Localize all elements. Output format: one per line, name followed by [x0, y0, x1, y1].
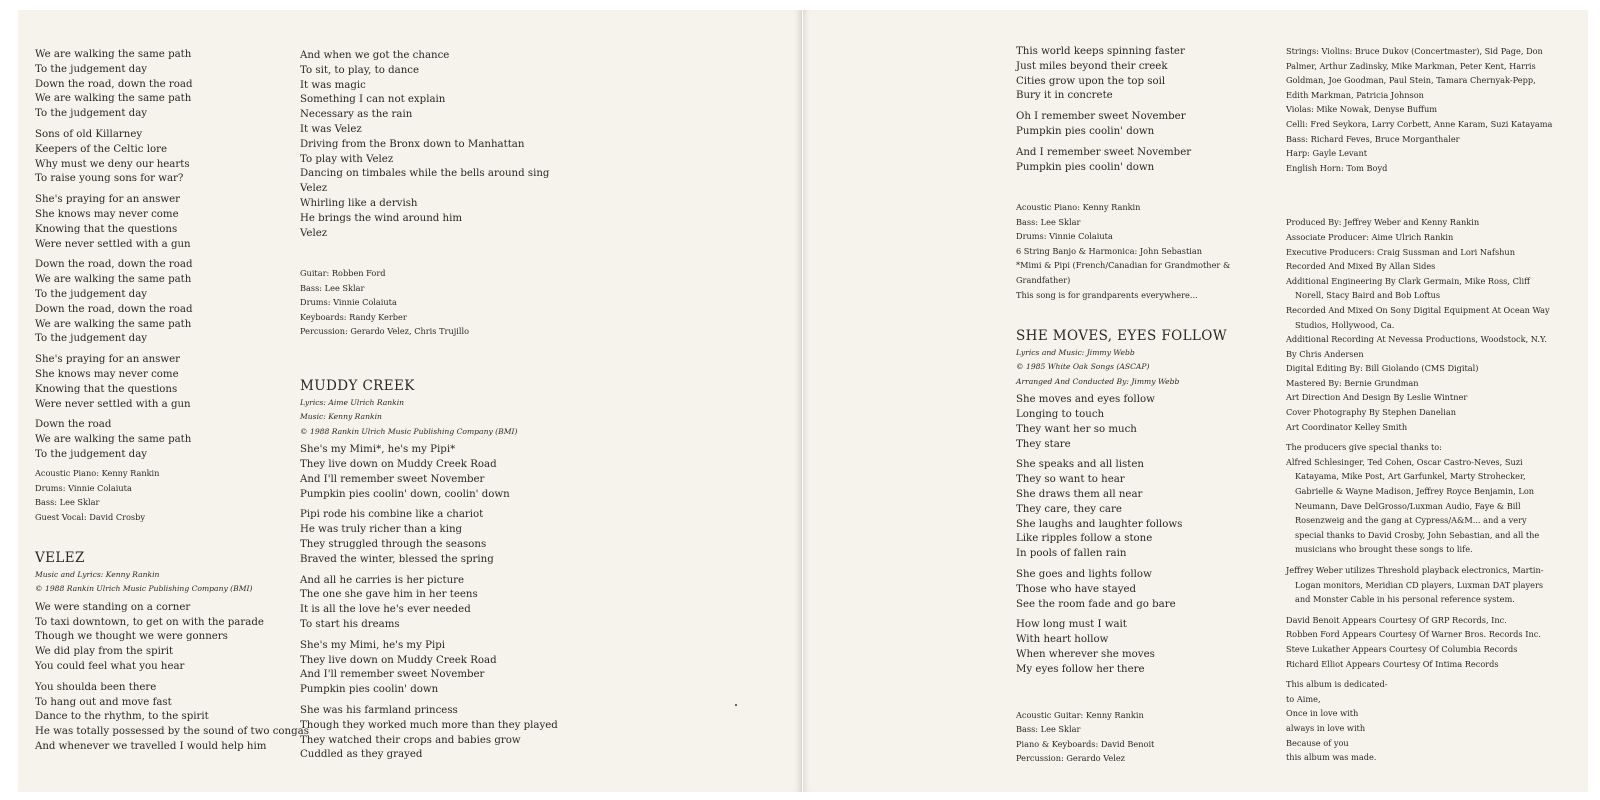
lyric-line: Bury it in concrete	[1016, 90, 1113, 102]
note-line: Robben Ford Appears Courtesy Of Warner Bros. Records Inc.	[1286, 629, 1541, 640]
lyric-line: Driving from the Bronx down to Manhattan	[300, 138, 525, 150]
lyric-line: She goes and lights follow	[1016, 568, 1152, 580]
note-line: and Monster Cable in his personal reference system.	[1295, 594, 1515, 605]
stanza	[1016, 568, 1227, 612]
note-line: Recorded And Mixed By Allan Sides	[1286, 261, 1436, 272]
lyric-line: Pumpkin pies coolin' down, coolin' down	[300, 488, 510, 500]
lyric-line: Were never settled with a gun	[35, 398, 191, 410]
lyric-line: To taxi downtown, to get on with the parade	[35, 616, 264, 628]
note-line: Celli: Fred Seykora, Larry Corbett, Anne Karam, Suzi Katayama	[1286, 118, 1553, 129]
musician-credit: Acoustic Guitar: Kenny Rankin	[1016, 709, 1144, 720]
notes-group	[1286, 613, 1552, 671]
booklet-right-page	[803, 10, 1588, 792]
lyric-line: To start his dreams	[300, 618, 400, 630]
lyric-line: Down the road, down the road	[35, 303, 193, 315]
stanza	[35, 48, 193, 122]
note-line: Additional Recording At Nevessa Productions, Woodstock, N.Y.	[1286, 334, 1547, 345]
note-line: Executive Producers: Craig Sussman and Lori Nafshun	[1286, 246, 1515, 257]
musician-credit: Drums: Vinnie Colaiuta	[300, 297, 397, 308]
lyric-line: Why must we deny our hearts	[35, 158, 190, 170]
note-line: special thanks to David Crosby, John Sebastian, and all the	[1295, 529, 1540, 540]
stanza	[300, 574, 558, 633]
note-line: Produced By: Jeffrey Weber and Kenny Rankin	[1286, 217, 1480, 228]
lyric-line: We were standing on a corner	[35, 601, 191, 613]
lyric-line: They struggled through the seasons	[300, 539, 487, 550]
note-line: Norell, Stacy Baird and Bob Loftus	[1295, 290, 1441, 301]
song-title: MUDDY CREEK	[300, 378, 415, 394]
lyric-line: Down the road, down the road	[35, 78, 193, 90]
lyric-line: Knowing that the questions	[35, 383, 178, 395]
note-line: Rosenzweig and the gang at Cypress/A&M... and a very	[1295, 515, 1527, 526]
lyric-line: She speaks and all listen	[1016, 459, 1144, 471]
musician-credit: Grandfather)	[1016, 274, 1071, 285]
note-line: Katayama, Mike Post, Art Garfunkel, Marty Strohecker,	[1295, 471, 1526, 482]
lyric-line: It is all the love he's ever needed	[300, 604, 471, 616]
lyrics-block	[35, 601, 309, 755]
lyric-line: She's praying for an answer	[35, 354, 181, 366]
lyric-line: And I'll remember sweet November	[300, 473, 485, 485]
note-line: Associate Producer: Aime Ulrich Rankin	[1286, 231, 1454, 242]
songwriter-credit: Arranged And Conducted By: Jimmy Webb	[1016, 376, 1180, 386]
lyric-line: He brings the wind around him	[300, 212, 463, 224]
musician-credit: Guitar: Robben Ford	[300, 268, 386, 278]
lyric-line: See the room fade and go bare	[1016, 598, 1176, 610]
musician-credit: Drums: Vinnie Colaiuta	[35, 482, 132, 493]
lyric-line: Dancing on timbales while the bells around sing	[300, 168, 550, 180]
lyric-line: She's my Mimi, he's my Pipi	[300, 639, 445, 651]
stanza	[1016, 146, 1191, 176]
note-line: musicians who brought these songs to life.	[1295, 544, 1473, 555]
note-line: Strings: Violins: Bruce Dukov (Concertmaster), Sid Page, Don	[1286, 46, 1543, 56]
lyric-line: Sons of old Killarney	[35, 128, 143, 140]
lyric-line: You could feel what you hear	[35, 661, 185, 672]
lyric-line: She's my Mimi*, he's my Pipi*	[300, 444, 456, 456]
song-section-she-moves	[1016, 328, 1227, 766]
lyric-line: Pumpkin pies coolin' down	[1016, 161, 1155, 173]
lyric-line: And all he carries is her picture	[300, 574, 465, 586]
lyric-line: To the judgement day	[35, 288, 148, 300]
songwriter-credit: Lyrics and Music: Jimmy Webb	[1016, 348, 1135, 357]
lyrics-block	[300, 443, 558, 763]
note-line: Mastered By: Bernie Grundman	[1286, 377, 1419, 388]
lyric-line: My eyes follow her there	[1016, 663, 1145, 675]
note-line: Alfred Schlesinger, Ted Cohen, Oscar Castro-Neves, Suzi	[1286, 456, 1523, 467]
note-line: Palmer, Arthur Zadinsky, Mike Markman, Peter Kent, Harris	[1286, 60, 1536, 71]
musician-credit: This song is for grandparents everywhere...	[1016, 289, 1198, 300]
note-line: Richard Elliot Appears Courtesy Of Intima Records	[1286, 658, 1499, 669]
song-credits-meta	[1016, 346, 1227, 389]
lyric-line: We did play from the spirit	[35, 646, 174, 658]
lyric-line: Cities grow upon the top soil	[1016, 75, 1166, 87]
lyric-line: They live down on Muddy Creek Road	[300, 654, 497, 666]
lyric-line: He was truly richer than a king	[300, 524, 463, 536]
lyric-line: They want her so much	[1016, 423, 1137, 435]
note-line: Jeffrey Weber utilizes Threshold playback electronics, Martin-	[1286, 565, 1544, 575]
booklet-left-page	[18, 10, 802, 792]
lyric-line: How long must I wait	[1016, 619, 1127, 631]
songwriter-credit: © 1988 Rankin Ulrich Music Publishing Company (BMI)	[35, 584, 253, 594]
lyric-line: She laughs and laughter follows	[1016, 518, 1183, 530]
note-line: Neumann, Dave DelGrosso/Luxman Audio, Faye & Bill	[1295, 500, 1521, 511]
note-line: David Benoit Appears Courtesy Of GRP Records, Inc.	[1286, 614, 1507, 625]
note-line: Additional Engineering By Clark Germain, Mike Ross, Cliff	[1286, 275, 1530, 286]
lyric-line: Braved the winter, blessed the spring	[300, 553, 494, 565]
songwriter-credit: © 1988 Rankin Ulrich Music Publishing Company (BMI)	[300, 426, 518, 436]
lyric-line: And whenever we travelled I would help him	[35, 740, 267, 752]
lyric-line: To the judgement day	[35, 108, 148, 120]
note-line: Harp: Gayle Levant	[1286, 148, 1368, 159]
songwriter-credit: Lyrics: Aime Ulrich Rankin	[300, 398, 405, 407]
lyric-line: And I'll remember sweet November	[300, 669, 485, 681]
stanza	[35, 418, 193, 462]
musician-credit: Percussion: Gerardo Velez, Chris Trujillo	[300, 326, 470, 337]
lyric-line: Velez	[300, 183, 328, 195]
note-line: Studios, Hollywood, Ca.	[1295, 319, 1395, 330]
lyric-line: Cuddled as they grayed	[300, 749, 423, 761]
stanza	[1016, 110, 1191, 140]
lyric-line: Pipi rode his combine like a chariot	[300, 509, 484, 521]
note-line: Bass: Richard Feves, Bruce Morganthaler	[1286, 133, 1460, 144]
note-line: Because of you	[1286, 737, 1349, 748]
lyric-line: They so want to hear	[1016, 474, 1125, 486]
credits-block	[35, 466, 159, 524]
lyric-line: Though they worked much more than they played	[300, 719, 558, 731]
note-line: Gabrielle & Wayne Madison, Jeffrey Royce Benjamin, Lon	[1295, 486, 1535, 497]
credits-block	[1016, 708, 1227, 766]
print-speck	[735, 704, 737, 706]
lyric-line: You shoulda been there	[35, 681, 157, 693]
lyric-line: It was magic	[300, 79, 366, 91]
lyric-line: They stare	[1016, 438, 1071, 450]
musician-credit: Drums: Vinnie Colaiuta	[1016, 231, 1113, 242]
stanza	[300, 639, 558, 698]
lyrics-block	[300, 49, 549, 247]
lyric-line: Down the road, down the road	[35, 259, 193, 271]
lyric-line: Keepers of the Celtic lore	[35, 143, 168, 155]
song-title: VELEZ	[35, 550, 85, 566]
lyric-line: Knowing that the questions	[35, 223, 178, 235]
stanza	[35, 353, 193, 412]
lyric-line: We are walking the same path	[35, 49, 192, 60]
note-line: this album was made.	[1286, 752, 1377, 763]
song-title: SHE MOVES, EYES FOLLOW	[1016, 328, 1228, 344]
lyrics-block	[1016, 45, 1191, 181]
note-line: Art Direction And Design By Leslie Wintner	[1286, 392, 1468, 403]
musician-credit: *Mimi & Pipi (French/Canadian for Grandmother &	[1016, 260, 1231, 271]
lyric-line: Just miles beyond their creek	[1016, 60, 1168, 72]
lyric-line: We are walking the same path	[35, 274, 192, 286]
musician-credit: Piano & Keyboards: David Benoit	[1016, 738, 1155, 749]
lyric-line: Like ripples follow a stone	[1016, 533, 1153, 545]
lyric-line: We are walking the same path	[35, 434, 192, 446]
musician-credit: 6 String Banjo & Harmonica: John Sebastian	[1016, 245, 1203, 256]
lyric-line: To play with Velez	[300, 153, 394, 165]
musician-credit: Bass: Lee Sklar	[1016, 724, 1081, 735]
lyric-line: She was his farmland princess	[300, 704, 458, 716]
liner-notes-column	[1286, 44, 1552, 771]
lyric-line: She's praying for an answer	[35, 194, 181, 206]
note-line: always in love with	[1286, 722, 1366, 733]
song-section-velez	[35, 550, 309, 761]
stanza	[35, 193, 193, 252]
lyric-line: To the judgement day	[35, 63, 148, 75]
lyric-line: To the judgement day	[35, 448, 148, 460]
musician-credit: Bass: Lee Sklar	[300, 282, 365, 293]
lyric-line: In pools of fallen rain	[1016, 548, 1127, 560]
lyric-line: They care, they care	[1016, 503, 1122, 515]
musician-credit: Acoustic Piano: Kenny Rankin	[1016, 202, 1141, 212]
lyric-line: The one she gave him in her teens	[300, 589, 478, 601]
lyric-line: Down the road	[35, 419, 112, 431]
lyric-line: We are walking the same path	[35, 93, 192, 105]
lyric-line: To hang out and move fast	[35, 696, 172, 708]
stanza	[35, 128, 193, 187]
note-line: By Chris Andersen	[1286, 348, 1364, 359]
stanza	[1016, 618, 1227, 677]
notes-group	[1286, 563, 1552, 607]
note-line: Recorded And Mixed On Sony Digital Equipment At Ocean Way	[1286, 304, 1550, 315]
song-section-muddy-creek	[300, 378, 558, 769]
notes-group	[1286, 440, 1552, 557]
lyric-line: To sit, to play, to dance	[300, 64, 419, 76]
lyric-line: She draws them all near	[1016, 489, 1143, 500]
note-line: Violas: Mike Nowak, Denyse Buffum	[1286, 104, 1438, 115]
lyric-line: And when we got the chance	[300, 50, 450, 61]
lyric-line: To the judgement day	[35, 333, 148, 345]
stanza	[35, 258, 193, 347]
stanza	[35, 681, 309, 755]
credits-block	[300, 266, 469, 339]
lyric-line: Whirling like a dervish	[300, 197, 418, 209]
lyric-line: Were never settled with a gun	[35, 238, 191, 250]
musician-credit: Keyboards: Randy Kerber	[300, 311, 407, 322]
credits-block	[1016, 200, 1230, 302]
stanza	[35, 601, 309, 675]
note-line: Logan monitors, Meridian CD players, Luxman DAT players	[1295, 579, 1544, 590]
notes-group	[1286, 215, 1552, 434]
lyric-line: She knows may never come	[35, 208, 179, 220]
lyric-line: We are walking the same path	[35, 318, 192, 330]
stanza	[300, 443, 558, 502]
stanza	[1016, 45, 1191, 104]
stanza	[300, 49, 549, 241]
lyric-line: Necessary as the rain	[300, 109, 413, 121]
stanza	[1016, 393, 1227, 452]
song-credits-meta	[35, 568, 309, 597]
note-line: Steve Lukather Appears Courtesy Of Columbia Records	[1286, 643, 1518, 654]
lyric-line: He was totally possessed by the sound of two congas	[35, 726, 309, 738]
note-line: The producers give special thanks to:	[1286, 442, 1442, 453]
songwriter-credit: Music and Lyrics: Kenny Rankin	[35, 570, 160, 579]
lyric-line: They watched their crops and babies grow	[300, 734, 521, 746]
lyric-line: Longing to touch	[1016, 409, 1105, 421]
lyric-line: This world keeps spinning faster	[1016, 46, 1185, 57]
lyric-line: When wherever she moves	[1016, 648, 1155, 660]
stanza	[300, 704, 558, 763]
lyric-line: It was Velez	[300, 123, 362, 135]
song-credits-meta	[300, 396, 558, 439]
lyric-line: Those who have stayed	[1016, 583, 1136, 595]
lyric-line: Though we thought we were gonners	[35, 631, 228, 643]
note-line: to Aime,	[1286, 693, 1321, 704]
lyric-line: To raise young sons for war?	[35, 173, 184, 185]
lyric-line: And I remember sweet November	[1016, 146, 1192, 158]
musician-credit: Bass: Lee Sklar	[1016, 216, 1081, 227]
lyric-line: Pumpkin pies coolin' down	[300, 684, 439, 696]
musician-credit: Bass: Lee Sklar	[35, 497, 100, 508]
lyrics-block	[1016, 393, 1227, 677]
songwriter-credit: © 1985 White Oak Songs (ASCAP)	[1016, 362, 1150, 372]
stanza	[300, 508, 558, 567]
lyric-line: With heart hollow	[1016, 634, 1109, 646]
note-line: Cover Photography By Stephen Danelian	[1286, 407, 1457, 418]
lyric-line: They live down on Muddy Creek Road	[300, 459, 497, 471]
lyric-line: Dance to the rhythm, to the spirit	[35, 711, 209, 723]
lyric-line: She knows may never come	[35, 368, 179, 380]
notes-group	[1286, 677, 1552, 765]
musician-credit: Acoustic Piano: Kenny Rankin	[35, 468, 160, 478]
note-line: Digital Editing By: Bill Giolando (CMS Digital)	[1286, 363, 1479, 374]
lyrics-block	[35, 48, 193, 469]
lyric-line: Velez	[300, 227, 328, 239]
musician-credit: Guest Vocal: David Crosby	[35, 511, 145, 522]
musician-credit: Percussion: Gerardo Velez	[1016, 753, 1125, 764]
lyric-line: She moves and eyes follow	[1016, 394, 1155, 406]
stanza	[1016, 458, 1227, 562]
songwriter-credit: Music: Kenny Rankin	[300, 412, 382, 422]
note-line: This album is dedicated-	[1286, 679, 1388, 690]
note-line: English Horn: Tom Boyd	[1286, 162, 1388, 173]
note-line: Art Coordinator Kelley Smith	[1286, 421, 1408, 432]
note-line: Edith Markman, Patricia Johnson	[1286, 89, 1424, 100]
note-line: Once in love with	[1286, 708, 1359, 719]
lyric-line: Pumpkin pies coolin' down	[1016, 125, 1155, 137]
lyric-line: Something I can not explain	[300, 94, 446, 106]
notes-group	[1286, 44, 1552, 175]
lyric-line: Oh I remember sweet November	[1016, 111, 1186, 123]
note-line: Goldman, Joe Goodman, Paul Stein, Tamara Chernyak-Pepp,	[1286, 75, 1536, 86]
